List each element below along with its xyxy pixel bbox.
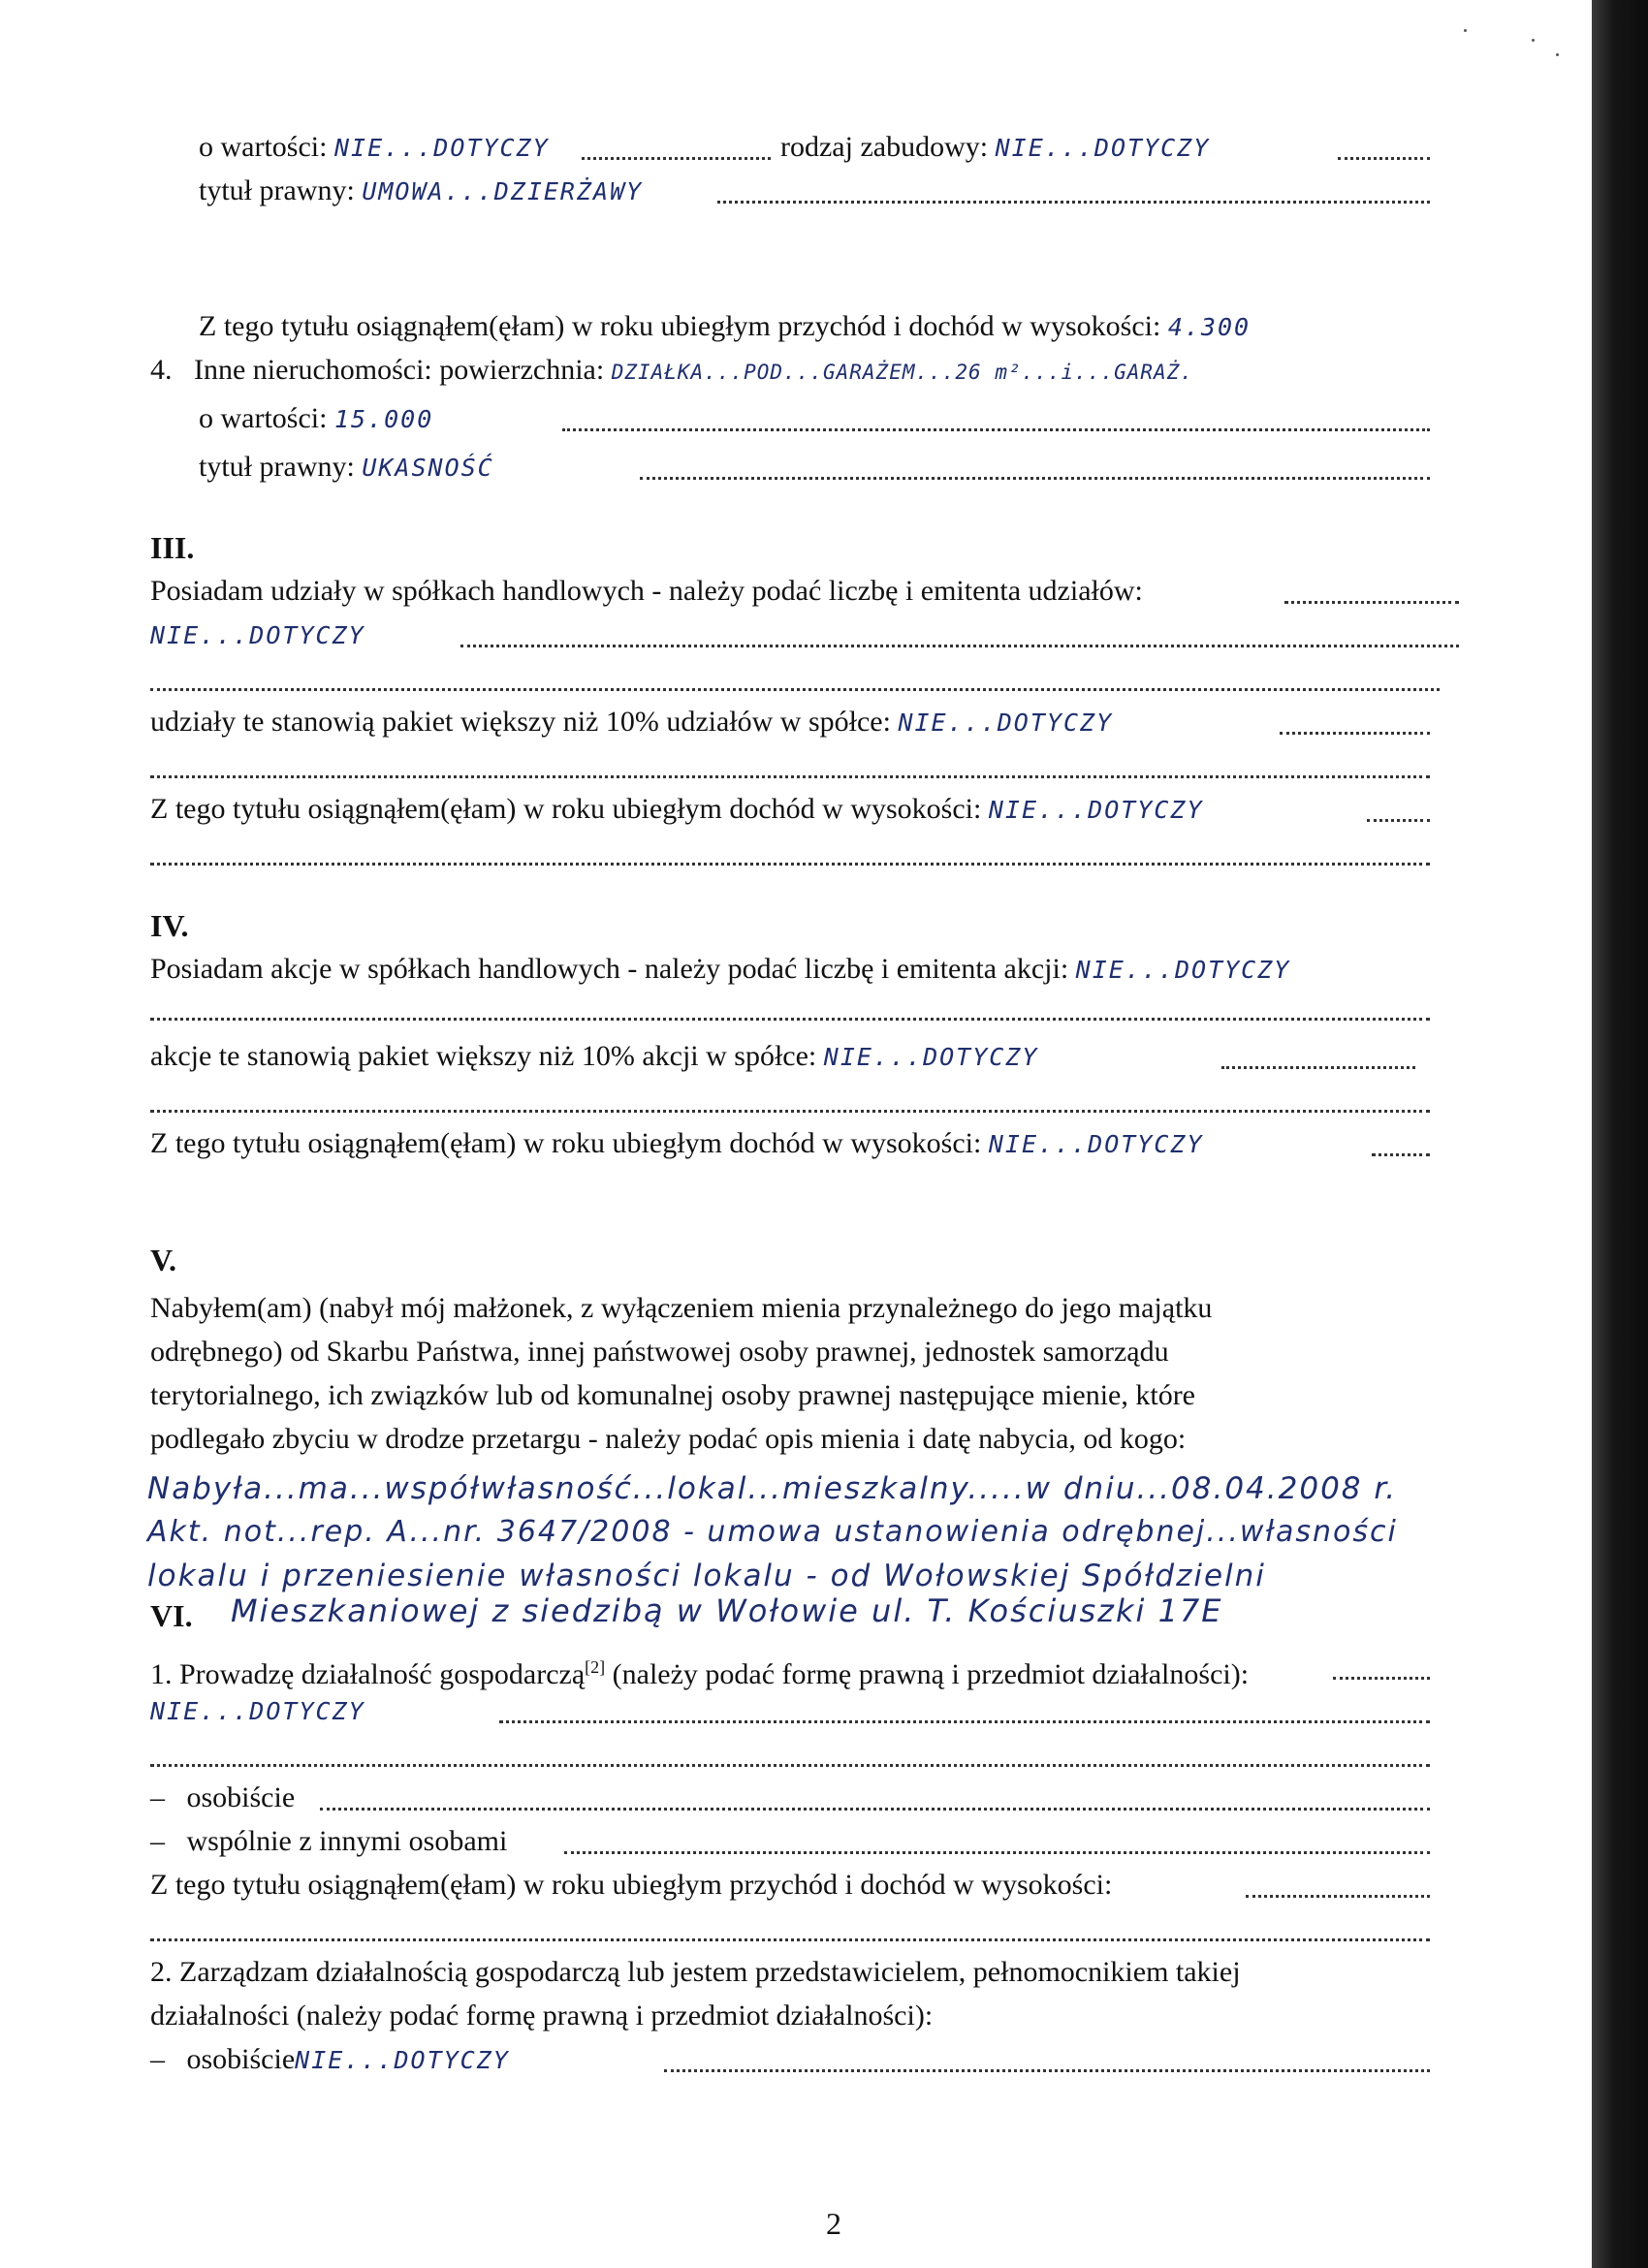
business-handwriting: NIE...DOTYCZY	[150, 1697, 365, 1725]
scan-speck	[1556, 53, 1559, 56]
dotted-fill	[717, 201, 1430, 204]
dotted-fill	[1280, 732, 1430, 735]
scan-speck	[1532, 39, 1535, 42]
dotted-fill	[460, 645, 1459, 647]
dotted-fill	[150, 688, 1440, 691]
legal-title-handwriting: UMOWA...DZIERŻAWY	[362, 177, 644, 205]
stocks-packet-line: akcje te stanowią pakiet większy niż 10% akcji w spółce: NIE...DOTYCZY	[150, 1040, 1039, 1072]
item4-line: 4. Inne nieruchomości: powierzchnia: DZIAŁKA...POD...GARAŻEM...26 m²...i...GARAŻ.	[150, 354, 1193, 386]
dotted-fill	[150, 775, 1430, 778]
dotted-fill	[150, 1764, 1430, 1767]
acquisition-text-3: terytorialnego, ich związków lub od komunalnej osoby prawnej następujące mienie, które	[150, 1379, 1195, 1411]
income-line: Z tego tytułu osiągnąłem(ęłam) w roku ubiegłym przychód i dochód w wysokości: 4.300	[199, 310, 1252, 342]
shares-answer-line	[150, 618, 365, 652]
management-text-1: 2. Zarządzam działalnością gospodarczą lub jestem przedstawicielem, pełnomocnikiem takiej	[150, 1956, 1241, 1988]
shares-handwriting: NIE...DOTYCZY	[150, 621, 365, 649]
management-text-2: działalności (należy podać formę prawną i przedmiot działalności):	[150, 2000, 934, 2032]
dotted-fill	[150, 1938, 1430, 1941]
item4-handwriting: DZIAŁKA...POD...GARAŻEM...26 m²...i...GARAŻ.	[611, 361, 1193, 384]
dotted-fill	[664, 2069, 1430, 2072]
build-type-handwriting: NIE...DOTYCZY	[995, 134, 1211, 162]
dotted-fill	[1338, 157, 1430, 160]
dotted-fill	[1221, 1066, 1415, 1069]
dotted-fill	[150, 1110, 1430, 1113]
acquisition-handwriting-1: Nabyła...ma...współwłasność...lokal...mieszkalny.....w dniu...08.04.2008 r.	[147, 1471, 1398, 1506]
dotted-fill	[582, 157, 771, 160]
acquisition-handwriting-4: Mieszkaniowej z siedzibą w Wołowie ul. T. Kościuszki 17E	[231, 1592, 1223, 1629]
dotted-fill	[150, 1018, 1430, 1021]
shares-question: Posiadam udziały w spółkach handlowych - należy podać liczbę i emitenta udziałów:	[150, 575, 1143, 607]
dotted-fill	[640, 477, 1430, 480]
stocks-packet-handwriting: NIE...DOTYCZY	[823, 1043, 1039, 1071]
income-handwriting: 4.300	[1167, 313, 1252, 341]
item4-value-handwriting: 15.000	[333, 405, 434, 433]
management-handwriting: NIE...DOTYCZY	[295, 2046, 510, 2074]
dotted-fill	[1367, 819, 1430, 822]
management-personal-line: – osobiścieNIE...DOTYCZY	[150, 2043, 510, 2075]
jointly-line: – wspólnie z innymi osobami	[150, 1825, 508, 1857]
shares-packet-handwriting: NIE...DOTYCZY	[898, 709, 1114, 737]
section-iv-heading: IV.	[150, 908, 189, 943]
dotted-fill	[1246, 1895, 1430, 1898]
item4-title-line: tytuł prawny: UKASNOŚĆ	[199, 451, 494, 483]
acquisition-text-2: odrębnego) od Skarbu Państwa, innej państwowej osoby prawnej, jednostek samorządu	[150, 1336, 1169, 1368]
business-income-line: Z tego tytułu osiągnąłem(ęłam) w roku ubiegłym przychód i dochód w wysokości:	[150, 1869, 1113, 1901]
shares-packet-line: udziały te stanowią pakiet większy niż 10% udziałów w spółce: NIE...DOTYCZY	[150, 706, 1114, 738]
legal-title-line: tytuł prawny: UMOWA...DZIERŻAWY	[199, 174, 644, 206]
dotted-fill	[1372, 1153, 1430, 1156]
build-type-line: rodzaj zabudowy: NIE...DOTYCZY	[780, 131, 1211, 163]
page-number: 2	[826, 2206, 841, 2241]
dotted-fill	[564, 1851, 1430, 1854]
item4-value-line: o wartości: 15.000	[199, 402, 434, 434]
shares-income-handwriting: NIE...DOTYCZY	[988, 796, 1204, 824]
scan-speck	[1464, 29, 1467, 32]
shares-income-line: Z tego tytułu osiągnąłem(ęłam) w roku ubiegłym dochód w wysokości: NIE...DOTYCZY	[150, 793, 1204, 825]
dotted-fill	[562, 428, 1430, 431]
personal-line: – osobiście	[150, 1781, 296, 1813]
acquisition-handwriting-2: Akt. not...rep. A...nr. 3647/2008 - umowa ustanowienia odrębnej...własności	[147, 1515, 1398, 1549]
section-v-heading: V.	[150, 1243, 176, 1277]
acquisition-text-1: Nabyłem(am) (nabył mój małżonek, z wyłączeniem mienia przynależnego do jego majątku	[150, 1292, 1213, 1324]
dotted-fill	[320, 1808, 1430, 1811]
value-line: o wartości: NIE...DOTYCZY	[199, 131, 550, 163]
stocks-question-line: Posiadam akcje w spółkach handlowych - należy podać liczbę i emitenta akcji: NIE...DOTYCZY	[150, 953, 1291, 985]
stocks-handwriting: NIE...DOTYCZY	[1075, 956, 1291, 984]
scan-edge	[1592, 0, 1648, 2268]
business-answer-line	[150, 1694, 365, 1728]
dotted-fill	[1333, 1677, 1430, 1680]
dotted-fill	[499, 1720, 1430, 1723]
acquisition-text-4: podlegało zbyciu w drodze przetargu - należy podać opis mienia i datę nabycia, od kogo:	[150, 1423, 1187, 1455]
item4-title-handwriting: UKASNOŚĆ	[362, 454, 494, 482]
dotted-fill	[1284, 601, 1459, 604]
value-handwriting: NIE...DOTYCZY	[333, 134, 550, 162]
stocks-income-line: Z tego tytułu osiągnąłem(ęłam) w roku ubiegłym dochód w wysokości: NIE...DOTYCZY	[150, 1127, 1204, 1159]
section-iii-heading: III.	[150, 530, 195, 565]
dotted-fill	[150, 863, 1430, 866]
business-question-line: 1. Prowadzę działalność gospodarczą[2] (należy podać formę prawną i przedmiot działalności):	[150, 1657, 1250, 1690]
stocks-income-handwriting: NIE...DOTYCZY	[988, 1130, 1204, 1158]
section-vi-heading: VI.	[150, 1598, 193, 1633]
acquisition-handwriting-3: lokalu i przeniesienie własności lokalu - od Wołowskiej Spółdzielni	[147, 1559, 1266, 1593]
